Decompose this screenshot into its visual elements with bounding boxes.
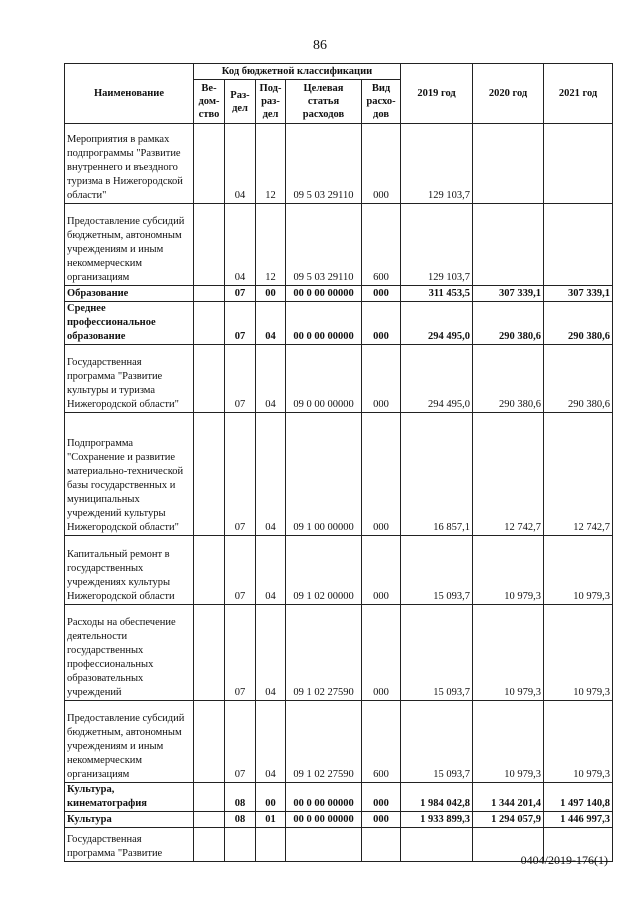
row-2021: 290 380,6: [544, 302, 613, 345]
row-vedomstvo: [194, 783, 225, 812]
row-2021: 10 979,3: [544, 701, 613, 783]
row-2019: 129 103,7: [401, 204, 473, 286]
row-vedomstvo: [194, 345, 225, 413]
row-vedomstvo: [194, 701, 225, 783]
row-2019: 15 093,7: [401, 605, 473, 701]
document-code: 0404/2019-176(1): [520, 853, 608, 867]
row-razdel: [225, 828, 256, 862]
table-row: [65, 124, 613, 204]
row-name: Культура, кинематография: [65, 783, 194, 812]
row-vid: 000: [362, 286, 401, 302]
row-2021: 10 979,3: [544, 605, 613, 701]
row-razdel: 08: [225, 812, 256, 828]
table-row: [65, 302, 613, 345]
row-name: Образование: [65, 286, 194, 302]
row-vid: 600: [362, 701, 401, 783]
row-celevaya: 09 1 02 00000: [286, 536, 362, 605]
row-name: Государственная программа "Развитие: [65, 828, 194, 862]
row-vid: 000: [362, 302, 401, 345]
row-celevaya: 00 0 00 00000: [286, 783, 362, 812]
row-podrazdel: 04: [256, 701, 286, 783]
header-vid: Вид расхо- дов: [362, 80, 401, 124]
table-row: [65, 204, 613, 286]
row-2020: 290 380,6: [473, 302, 544, 345]
row-vid: [362, 828, 401, 862]
row-celevaya: 00 0 00 00000: [286, 812, 362, 828]
row-celevaya: 09 5 03 29110: [286, 204, 362, 286]
row-name: Предоставление субсидий бюджетным, автономным учреждениям и иным некоммерческим организациям: [65, 204, 194, 286]
row-vedomstvo: [194, 605, 225, 701]
row-2021: 307 339,1: [544, 286, 613, 302]
row-2020: 1 294 057,9: [473, 812, 544, 828]
row-vedomstvo: [194, 124, 225, 204]
row-2020: 10 979,3: [473, 605, 544, 701]
row-vedomstvo: [194, 812, 225, 828]
row-2019: [401, 828, 473, 862]
row-2019: 294 495,0: [401, 302, 473, 345]
row-celevaya: [286, 828, 362, 862]
row-razdel: 07: [225, 701, 256, 783]
row-celevaya: 00 0 00 00000: [286, 286, 362, 302]
table-row: [65, 286, 613, 302]
row-2021: [544, 204, 613, 286]
row-razdel: 08: [225, 783, 256, 812]
row-2021: 10 979,3: [544, 536, 613, 605]
row-2019: 15 093,7: [401, 536, 473, 605]
row-vid: 000: [362, 783, 401, 812]
row-podrazdel: 01: [256, 812, 286, 828]
row-2020: 290 380,6: [473, 345, 544, 413]
row-podrazdel: 00: [256, 783, 286, 812]
budget-table: [64, 63, 613, 862]
row-2019: 1 933 899,3: [401, 812, 473, 828]
row-2020: 307 339,1: [473, 286, 544, 302]
header-2021: 2021 год: [544, 64, 613, 124]
row-vedomstvo: [194, 413, 225, 536]
row-celevaya: 09 1 00 00000: [286, 413, 362, 536]
row-name: Предоставление субсидий бюджетным, автономным учреждениям и иным некоммерческим организациям: [65, 701, 194, 783]
row-podrazdel: 04: [256, 345, 286, 413]
row-celevaya: 09 1 02 27590: [286, 701, 362, 783]
header-code-group: Код бюджетной классификации: [194, 64, 401, 80]
row-razdel: 07: [225, 302, 256, 345]
table-row: [65, 536, 613, 605]
row-2020: 1 344 201,4: [473, 783, 544, 812]
row-razdel: 07: [225, 286, 256, 302]
row-vid: 000: [362, 345, 401, 413]
row-razdel: 07: [225, 605, 256, 701]
row-vid: 000: [362, 124, 401, 204]
row-celevaya: 09 5 03 29110: [286, 124, 362, 204]
table-row: [65, 701, 613, 783]
header-razdel: Раз- дел: [225, 80, 256, 124]
row-celevaya: 09 1 02 27590: [286, 605, 362, 701]
table-row: [65, 413, 613, 536]
row-vedomstvo: [194, 204, 225, 286]
row-podrazdel: 04: [256, 302, 286, 345]
row-vid: 000: [362, 536, 401, 605]
row-2019: 1 984 042,8: [401, 783, 473, 812]
row-2020: 12 742,7: [473, 413, 544, 536]
header-name: Наименование: [65, 64, 194, 124]
header-2019: 2019 год: [401, 64, 473, 124]
row-podrazdel: 12: [256, 124, 286, 204]
row-razdel: 04: [225, 204, 256, 286]
row-2021: 12 742,7: [544, 413, 613, 536]
row-vid: 000: [362, 413, 401, 536]
row-2019: 16 857,1: [401, 413, 473, 536]
row-podrazdel: [256, 828, 286, 862]
row-podrazdel: 04: [256, 536, 286, 605]
row-celevaya: 00 0 00 00000: [286, 302, 362, 345]
row-name: Государственная программа "Развитие культуры и туризма Нижегородской области": [65, 345, 194, 413]
table-row: [65, 812, 613, 828]
row-vid: 600: [362, 204, 401, 286]
row-name: Мероприятия в рамках подпрограммы "Развитие внутреннего и въездного туризма в Нижегородской области": [65, 124, 194, 204]
row-vedomstvo: [194, 286, 225, 302]
row-vid: 000: [362, 812, 401, 828]
row-name: Культура: [65, 812, 194, 828]
row-2020: 10 979,3: [473, 536, 544, 605]
row-2019: 294 495,0: [401, 345, 473, 413]
row-vedomstvo: [194, 828, 225, 862]
row-2019: 15 093,7: [401, 701, 473, 783]
row-razdel: 07: [225, 345, 256, 413]
table-row: [65, 605, 613, 701]
row-name: Расходы на обеспечение деятельности государственных профессиональных образовательных учреждений: [65, 605, 194, 701]
table-row: [65, 345, 613, 413]
row-2019: 311 453,5: [401, 286, 473, 302]
page-number: 86: [313, 38, 327, 53]
row-2021: [544, 124, 613, 204]
header-vedomstvo: Ве- дом- ство: [194, 80, 225, 124]
row-vid: 000: [362, 605, 401, 701]
row-2021: 290 380,6: [544, 345, 613, 413]
row-2019: 129 103,7: [401, 124, 473, 204]
row-2021: 1 446 997,3: [544, 812, 613, 828]
row-celevaya: 09 0 00 00000: [286, 345, 362, 413]
row-vedomstvo: [194, 536, 225, 605]
row-podrazdel: 00: [256, 286, 286, 302]
row-name: Среднее профессиональное образование: [65, 302, 194, 345]
row-podrazdel: 12: [256, 204, 286, 286]
row-razdel: 04: [225, 124, 256, 204]
row-name: Подпрограмма "Сохранение и развитие материально-технической базы государственных и муниципальных учреждений культуры Нижегородской области": [65, 413, 194, 536]
table-row: [65, 783, 613, 812]
header-podrazdel: Под- раз- дел: [256, 80, 286, 124]
row-podrazdel: 04: [256, 605, 286, 701]
row-vedomstvo: [194, 302, 225, 345]
row-podrazdel: 04: [256, 413, 286, 536]
row-name: Капитальный ремонт в государственных учреждениях культуры Нижегородской области: [65, 536, 194, 605]
row-razdel: 07: [225, 536, 256, 605]
row-2020: [473, 204, 544, 286]
row-2020: [473, 124, 544, 204]
row-2020: 10 979,3: [473, 701, 544, 783]
header-celevaya: Целевая статья расходов: [286, 80, 362, 124]
row-2021: 1 497 140,8: [544, 783, 613, 812]
header-2020: 2020 год: [473, 64, 544, 124]
row-razdel: 07: [225, 413, 256, 536]
